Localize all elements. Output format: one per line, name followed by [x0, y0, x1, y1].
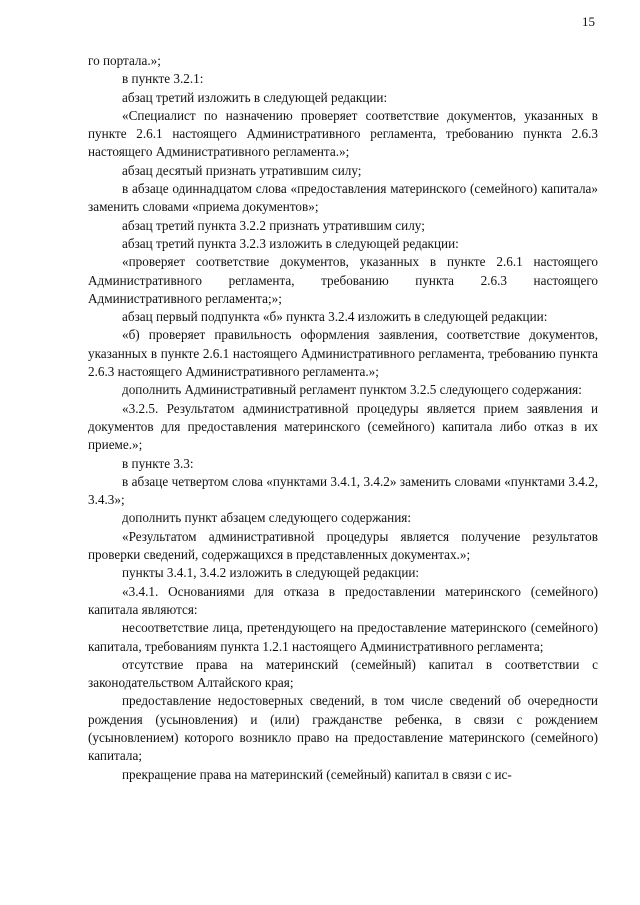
paragraph: в пункте 3.2.1:: [122, 71, 204, 87]
paragraph: «проверяет соответствие документов, указанных в пункте 2.6.1 настоящего Административного регламента, требованию пункта 2.6.3 настоящего Административного регламента;»;: [88, 254, 598, 306]
paragraph: прекращение права на материнский (семейный) капитал в связи с ис-: [122, 766, 512, 782]
paragraph: го портала.»;: [88, 53, 161, 68]
paragraph: дополнить Административный регламент пунктом 3.2.5 следующего содержания:: [122, 382, 582, 398]
paragraph: предоставление недостоверных сведений, в том числе сведений об очередности рождения (усыновления) и (или) гражданстве ребенка, в связи с рождением (усыновлением) которого возникло право на предоставление материнского (семейного) капитала;: [88, 693, 598, 764]
paragraph: «3.2.5. Результатом административной процедуры является прием заявления и документов для предоставления материнского (семейного) капитала либо отказ в их приеме.»;: [88, 400, 598, 453]
paragraph: в абзаце одиннадцатом слова «предоставления материнского (семейного) капитала» заменить словами «приема документов»;: [88, 181, 598, 215]
paragraph: «б) проверяет правильность оформления заявления, соответствие документов, указанных в пункте 2.6.1 настоящего Административного регламента, требованию пункта 2.6.3 настоящего Административного регламента.»;: [88, 327, 598, 380]
paragraph: «3.4.1. Основаниями для отказа в предоставлении материнского (семейного) капитала являются:: [88, 583, 598, 617]
paragraph: абзац третий пункта 3.2.3 изложить в следующей редакции:: [122, 235, 459, 251]
paragraph: в пункте 3.3:: [122, 455, 194, 471]
paragraph: абзац десятый признать утратившим силу;: [122, 162, 362, 178]
paragraph: дополнить пункт абзацем следующего содержания:: [122, 510, 412, 526]
paragraph: в абзаце четвертом слова «пунктами 3.4.1, 3.4.2» заменить словами «пунктами 3.4.2, 3.4.3»;: [88, 473, 598, 508]
paragraph: абзац третий пункта 3.2.2 признать утратившим силу;: [122, 217, 425, 233]
paragraph: «Результатом административной процедуры является получение результатов проверки сведений, содержащихся в представленных документах.»;: [88, 528, 598, 563]
paragraph: пункты 3.4.1, 3.4.2 изложить в следующей редакции:: [122, 565, 420, 581]
document-body: [88, 52, 598, 784]
paragraph: отсутствие права на материнский (семейный) капитал в соответствии с законодательством Алтайского края;: [88, 656, 598, 691]
paragraph: несоответствие лица, претендующего на предоставление материнского (семейного) капитала, требованиям пункта 1.2.1 настоящего Административного регламента;: [88, 620, 598, 654]
page-number: 15: [582, 14, 595, 29]
paragraph: «Специалист по назначению проверяет соответствие документов, указанных в пункте 2.6.1 настоящего Административного регламента, требованию пункта 2.6.3 настоящего Административного регламента.»;: [88, 107, 598, 160]
paragraph: абзац первый подпункта «б» пункта 3.2.4 изложить в следующей редакции:: [122, 309, 548, 325]
paragraph: абзац третий изложить в следующей редакции:: [122, 89, 388, 105]
